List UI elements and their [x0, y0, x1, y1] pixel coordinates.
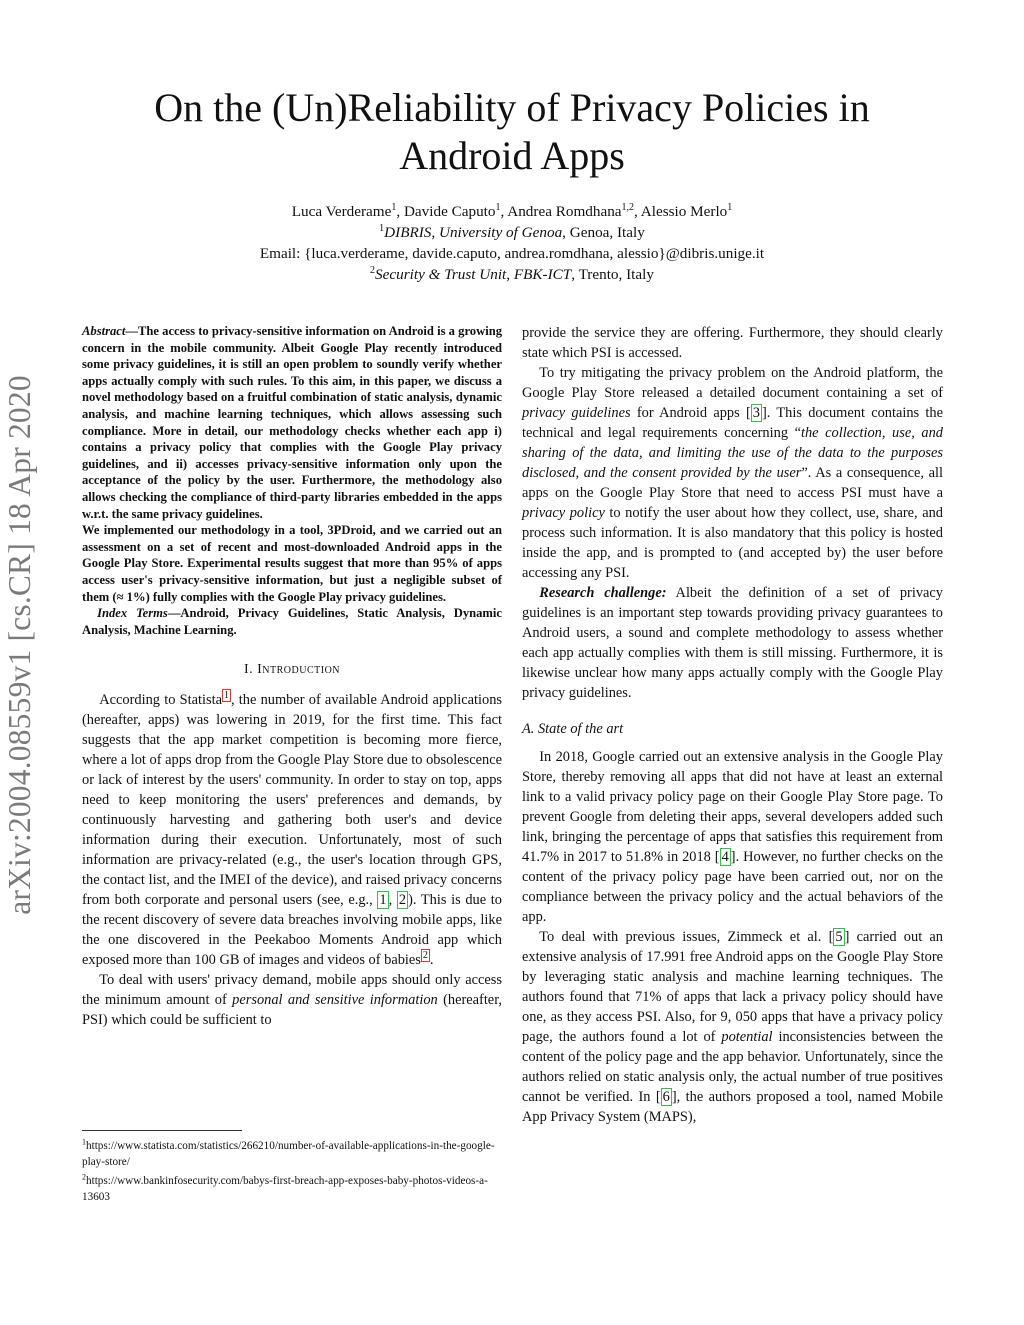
citation-link-1[interactable]: 1 — [379, 892, 387, 909]
author-1-affil: 1 — [391, 201, 397, 213]
right-p1-emphasis-2: the collection, use, and sharing of the data, and limiting the use of the data to the purposes disclosed, and the consent provided by the user — [522, 425, 943, 481]
right-p1-part-a: To try mitigating the privacy problem on the Android platform, the Google Play Store released a detailed document containing a set of — [522, 365, 943, 401]
right-paragraph-2 — [522, 583, 943, 703]
right-p4-emphasis: potential — [721, 1029, 773, 1045]
author-3: , Andrea Romdhana — [500, 203, 622, 220]
right-p2-text: Albeit the definition of a set of privacy guidelines is an important step towards providing privacy guarantees to Android users, a sound and complete methodology to assess whether each app actually complies with them is still missing. Furthermore, it is likewise unclear how many apps actually comply with the Google Play privacy guidelines. — [522, 585, 943, 701]
footnote-1-url[interactable]: https://www.statista.com/statistics/266210/number-of-available-applications-in-the-google-play-store/ — [82, 1140, 495, 1168]
right-p4-part-a: To deal with previous issues, Zimmeck et al. [ — [539, 929, 834, 945]
author-1: Luca Verderame — [291, 203, 392, 220]
right-p3-part-a: In 2018, Google carried out an extensive analysis in the Google Play Store, thereby removing all apps that did not have at least an external link to a valid privacy policy page on their Google Play Store page. To prevent Google from deleting their apps, several developers added such link, bringing the percentage of apps that satisfies this requirement from 41.7% in 2017 to 51.8% in 2018 [ — [522, 749, 943, 865]
intro-p1-part-d: ). This is due to the recent discovery of severe data breaches involving mobile apps, like the one discovered in the Peekaboo Moments Android app which exposed more than 100 GB of images and videos of babies — [82, 892, 502, 969]
research-challenge-label: Research challenge: — [539, 585, 667, 601]
right-paragraph-4 — [522, 927, 943, 1127]
arxiv-identifier: arXiv:2004.08559v1 [cs.CR] 18 Apr 2020 — [2, 375, 37, 915]
intro-paragraph-1 — [82, 690, 502, 970]
citation-link-5[interactable]: 5 — [835, 929, 843, 945]
right-paragraph-3 — [522, 747, 943, 927]
abstract-label: Abstract — [82, 324, 126, 338]
abstract-text-1: —The access to privacy-sensitive information on Android is a growing concern in the mobile community. Albeit Google Play recently introduced some privacy guidelines, it is still an open problem to soundly verify whether apps actually comply with such rules. To this aim, in this paper, we discuss a novel methodology based on a fruitful combination of static analysis, dynamic analysis, and machine learning techniques, which allows assessing such compliance. More in detail, our methodology checks whether each app i) contains a privacy policy that complies with the Google Play privacy guidelines, and ii) accesses privacy-sensitive information only upon the acceptance of the policy by the user. Furthermore, the methodology also allows checking the compliance of third-party libraries embedded in the apps w.r.t. the same privacy guidelines. — [82, 324, 502, 521]
footnote-2-mark: 2 — [82, 1172, 86, 1182]
index-terms-label: Index Terms — [97, 606, 168, 621]
author-4-affil: 1 — [727, 201, 733, 213]
abstract-paragraph-1 — [82, 323, 502, 522]
footnote-link-1[interactable]: 1 — [223, 690, 229, 702]
intro-p2-part-b: (hereafter, PSI) which could be sufficient to — [82, 992, 503, 1029]
intro-p2-emphasis: personal and sensitive information — [232, 992, 438, 1009]
affiliation-1: $^1$DIBRIS, University of Genoa, Genoa, Italy — [379, 222, 645, 241]
affiliation-2-org: FBK-ICT — [513, 266, 572, 283]
author-2-affil: 1 — [495, 201, 501, 213]
citation-link-3[interactable]: 3 — [752, 405, 760, 421]
footnote-1-mark: 1 — [82, 1137, 86, 1147]
affiliation-2-mark: 2 — [370, 264, 376, 276]
affiliation-2-unit: Security & Trust Unit — [375, 266, 507, 283]
intro-p1-part-e: . — [429, 952, 434, 969]
intro-paragraph-2 — [82, 970, 502, 1030]
arxiv-sidebar — [0, 0, 40, 1325]
author-block — [100, 201, 924, 285]
affiliation-1-mark: 1 — [379, 222, 385, 234]
citation-link-6[interactable]: 6 — [662, 1089, 670, 1105]
author-3-affil: 1,2 — [621, 201, 635, 213]
footnote-1 — [82, 1139, 502, 1170]
affiliation-1-univ: University of Genoa — [439, 224, 563, 241]
right-paragraph-1 — [522, 363, 943, 583]
index-terms — [82, 605, 502, 638]
right-p1-part-e: to notify the user about how they collect, use, share, and process such information. It is also mandatory that this policy is hosted inside the app, and is prompted to (and accepted by) the user before accessing any PSI. — [522, 505, 943, 581]
index-terms-text: —Android, Privacy Guidelines, Static Analysis, Dynamic Analysis, Machine Learning. — [82, 606, 502, 637]
intro-p1-part-a: According to Statista — [99, 692, 222, 709]
right-p4-part-c: inconsistencies between the content of the policy page and the app behavior. Unfortunately, since the authors relied on static analysis only, the actual number of true positives cannot be verified. In [ — [522, 1029, 943, 1105]
intro-p1-part-b: , the number of available Android applications (hereafter, apps) was lowering in 2019, for the first time. This fact suggests that the app market competition is becoming more fierce, where a lot of apps drop from the Google Play Store due to obsolescence or lack of interest by the users' community. In order to stay on top, apps need to keep monitoring the users' preferences and demands, by continuously harvesting and gathering both user's and device information during their execution. Unfortunately, most of such information are privacy-related (e.g., the user's location through GPS, the contact list, and the IMEI of the device), and raised privacy concerns from both corporate and personal users (see, e.g., — [82, 692, 503, 909]
intro-p2-part-a: To deal with users' privacy demand, mobile apps should only access the minimum amount of — [82, 972, 502, 1009]
right-paragraph-0: provide the service they are offering. Furthermore, they should clearly state which PSI is accessed. — [522, 325, 943, 361]
citation-link-4[interactable]: 4 — [721, 849, 729, 865]
subsection-heading-state-of-the-art: A. State of the art — [522, 721, 624, 737]
paper-title: On the (Un)Reliability of Privacy Policies in Android Apps — [154, 85, 870, 178]
affiliation-2: $^2$Security & Trust Unit, FBK-ICT, Trento, Italy — [370, 264, 654, 283]
right-p1-emphasis-3: privacy policy — [522, 505, 605, 521]
author-4: , Alessio Merlo — [634, 203, 728, 220]
footnote-link-2[interactable]: 2 — [422, 950, 428, 962]
right-p3-part-b: ]. However, no further checks on the content of the privacy policy page have been carried out, nor on the compliance between the privacy policy and the actual behaviors of the app. — [522, 849, 943, 925]
citation-link-2[interactable]: 2 — [398, 892, 407, 909]
affiliation-1-location: , Genoa, Italy — [562, 224, 645, 241]
right-p1-emphasis-1: privacy guidelines — [522, 405, 631, 421]
abstract — [82, 323, 502, 638]
intro-p1-part-c: , — [388, 892, 397, 909]
affiliation-1-dept: DIBRIS — [384, 224, 432, 241]
right-p1-part-b: for Android apps [ — [630, 405, 751, 421]
footnote-rule — [82, 1130, 242, 1131]
footnotes — [82, 1130, 502, 1209]
right-column — [522, 323, 943, 1127]
footnote-2-url[interactable]: https://www.bankinfosecurity.com/babys-first-breach-app-exposes-baby-photos-videos-a-13603 — [82, 1175, 488, 1203]
section-heading-introduction: I. Introduction — [243, 662, 341, 678]
left-column — [82, 323, 502, 1030]
author-list — [100, 201, 924, 222]
author-2: , Davide Caputo — [396, 203, 496, 220]
abstract-paragraph-2: We implemented our methodology in a tool, 3PDroid, and we carried out an assessment on a set of recent and most-downloaded Android apps in the Google Play Store. Experimental results suggest that more than 95% of apps access user's privacy-sensitive information, but just a negligible subset of them (≈ 1%) fully complies with the Google Play privacy guidelines. — [82, 523, 502, 604]
affiliation-2-location: , Trento, Italy — [571, 266, 654, 283]
right-p1-part-d: ”. As a consequence, all apps on the Google Play Store that need to access PSI must have a — [522, 465, 943, 501]
right-p4-part-b: ] carried out an extensive analysis of 17.991 free Android apps on the Google Play Store by leveraging static analysis and machine learning techniques. The authors found that 71% of apps that lack a privacy policy should have one, as they access PSI. Also, for 9, 050 apps that have a privacy policy page, the authors found a lot of — [522, 929, 943, 1045]
right-p4-part-d: ], the authors proposed a tool, named Mobile App Privacy System (MAPS), — [522, 1089, 943, 1125]
footnote-2 — [82, 1174, 502, 1205]
right-p1-part-c: ]. This document contains the technical and legal requirements concerning “ — [522, 405, 944, 441]
email-line: Email: {luca.verderame, davide.caputo, andrea.romdhana, alessio}@dibris.unige.it — [259, 245, 765, 262]
